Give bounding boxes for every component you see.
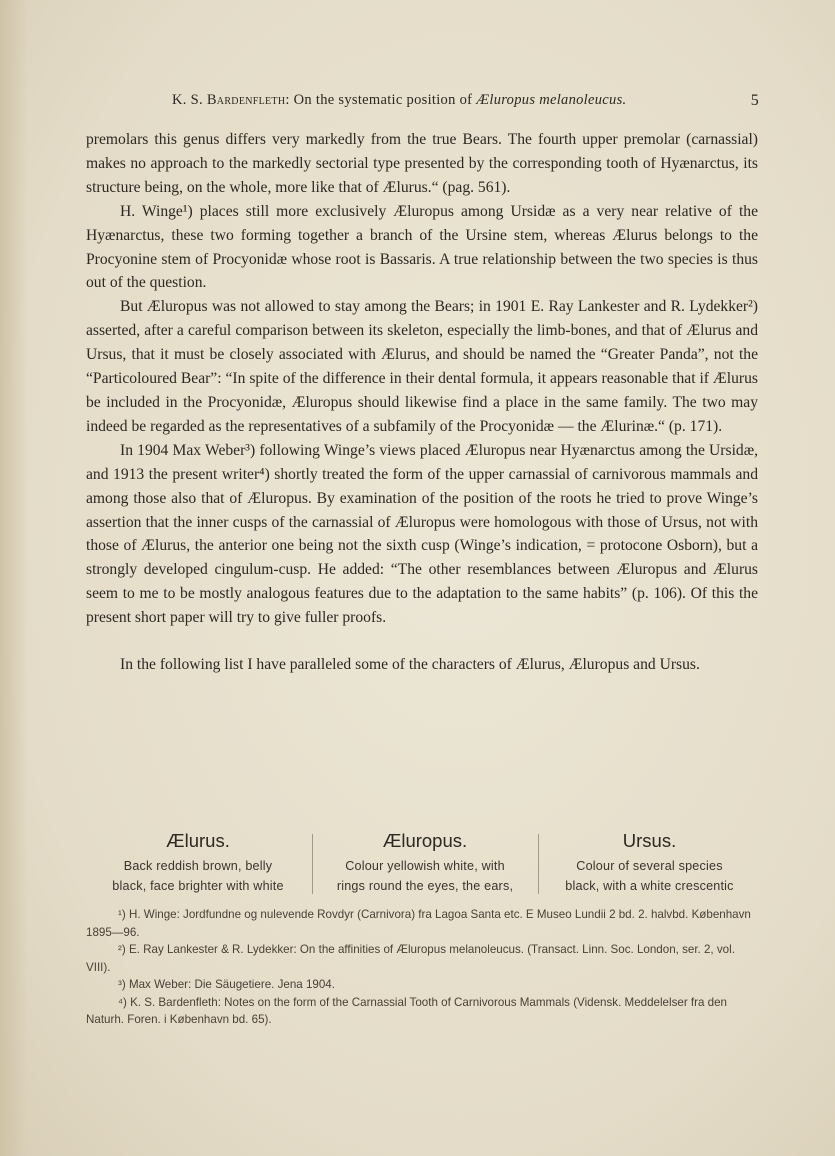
header-title-prefix: : On the systematic position of bbox=[285, 92, 477, 108]
footnotes bbox=[86, 906, 758, 1029]
column-text-ailuropus-1: Colour yellowish white, with bbox=[345, 859, 505, 873]
paragraph-1: premolars this genus differs very markedly from the true Bears. The fourth upper premolar (carnassial) makes no approach to the markedly sectorial type presented by the corresponding tooth of Hyænarctus, its structure being, on the whole, more like that of Ælurus.“ (pag. 561). bbox=[86, 131, 758, 196]
page-edge-shadow bbox=[0, 0, 28, 1156]
header-title-genus: Æluropus melanoleucus. bbox=[476, 92, 627, 108]
column-text-ursus-2: black, with a white crescentic bbox=[565, 879, 734, 893]
page-number: 5 bbox=[750, 92, 759, 109]
footnote-2: ²) E. Ray Lankester & R. Lydekker: On the affinities of Æluropus melanoleucus. (Transact. Linn. Soc. London, ser. 2, vol. VIII). bbox=[86, 943, 735, 974]
running-header bbox=[86, 92, 765, 114]
column-ailurus bbox=[86, 826, 310, 896]
column-divider bbox=[312, 834, 313, 894]
column-heading-ailuropus: Æluropus. bbox=[382, 830, 468, 851]
footnote-4: ⁴) K. S. Bardenfleth: Notes on the form of the Carnassial Tooth of Carnivorous Mammals (Vidensk. Meddelelser fra den Naturh. Foren. i København bd. 65). bbox=[86, 995, 728, 1026]
column-text-ailuropus-2: rings round the eyes, the ears, bbox=[336, 879, 514, 893]
column-heading-ailurus: Ælurus. bbox=[166, 830, 230, 851]
column-ursus bbox=[541, 826, 758, 896]
header-author: K. S. Bardenfleth bbox=[172, 92, 286, 108]
footnote-3: ³) Max Weber: Die Säugetiere. Jena 1904. bbox=[118, 978, 335, 991]
footnote-1: ¹) H. Winge: Jordfundne og nulevende Rovdyr (Carnivora) fra Lagoa Santa etc. E Museo Lundii 2 bd. 2. halvbd. København 1895—96. bbox=[86, 908, 751, 939]
paragraph-gap bbox=[86, 630, 758, 653]
column-text-ursus-1: Colour of several species bbox=[576, 859, 723, 873]
paragraph-4: In 1904 Max Weber³) following Winge’s views placed Æluropus near Hyænarctus among the Ursidæ, and 1913 the present writer⁴) shortly treated the form of the upper carnassial of carnivorous mammals and among those also that of Æluropus. By examination of the position of the roots he tried to prove Winge’s assertion that the inner cusps of the carnassial of Æluropus were homologous with those of Ursus, not with those of Ælurus, the anterior one being not the sixth cusp (Winge’s indication, = protocone Osborn), but a strongly developed cingulum-cusp. He added: “The other resemblances between Æluropus and Ælurus seem to me to be mostly analogous features due to the adaptation to the same habits” (p. 106). Of this the present short paper will try to give fuller proofs. bbox=[86, 441, 758, 627]
column-divider bbox=[538, 834, 539, 894]
body-text bbox=[86, 128, 758, 677]
column-ailuropus bbox=[314, 826, 536, 896]
column-text-ailurus-1: Back reddish brown, belly bbox=[123, 859, 273, 873]
paragraph-3: But Æluropus was not allowed to stay among the Bears; in 1901 E. Ray Lankester and R. Lydekker²) asserted, after a careful comparison between its skeleton, especially the limb-bones, and that of Ælurus and Ursus, that it must be closely associated with Ælurus, and should be named the “Greater Panda”, not the “Particoloured Bear”: “In spite of the difference in their dental formula, it appears reasonable that if Ælurus be included in the Procyonidæ, Æluropus should likewise find a place in the same family. The two may indeed be regarded as the representatives of a subfamily of the Procyonidæ — the Ælurinæ.“ (p. 171). bbox=[86, 298, 758, 435]
paragraph-5: In the following list I have paralleled some of the characters of Ælurus, Æluropus and Ursus. bbox=[120, 656, 700, 674]
paragraph-2: H. Winge¹) places still more exclusively Æluropus among Ursidæ as a very near relative of the Hyænarctus, these two forming together a branch of the Ursine stem, whereas Ælurus belongs to the Procyonine stem of Procyonidæ whose root is Bassaris. A true relationship between the two species is thus out of the question. bbox=[86, 202, 758, 292]
column-text-ailurus-2: black, face brighter with white bbox=[112, 879, 284, 893]
column-heading-ursus: Ursus. bbox=[622, 830, 677, 851]
running-title bbox=[172, 92, 626, 109]
comparison-table bbox=[86, 826, 758, 896]
